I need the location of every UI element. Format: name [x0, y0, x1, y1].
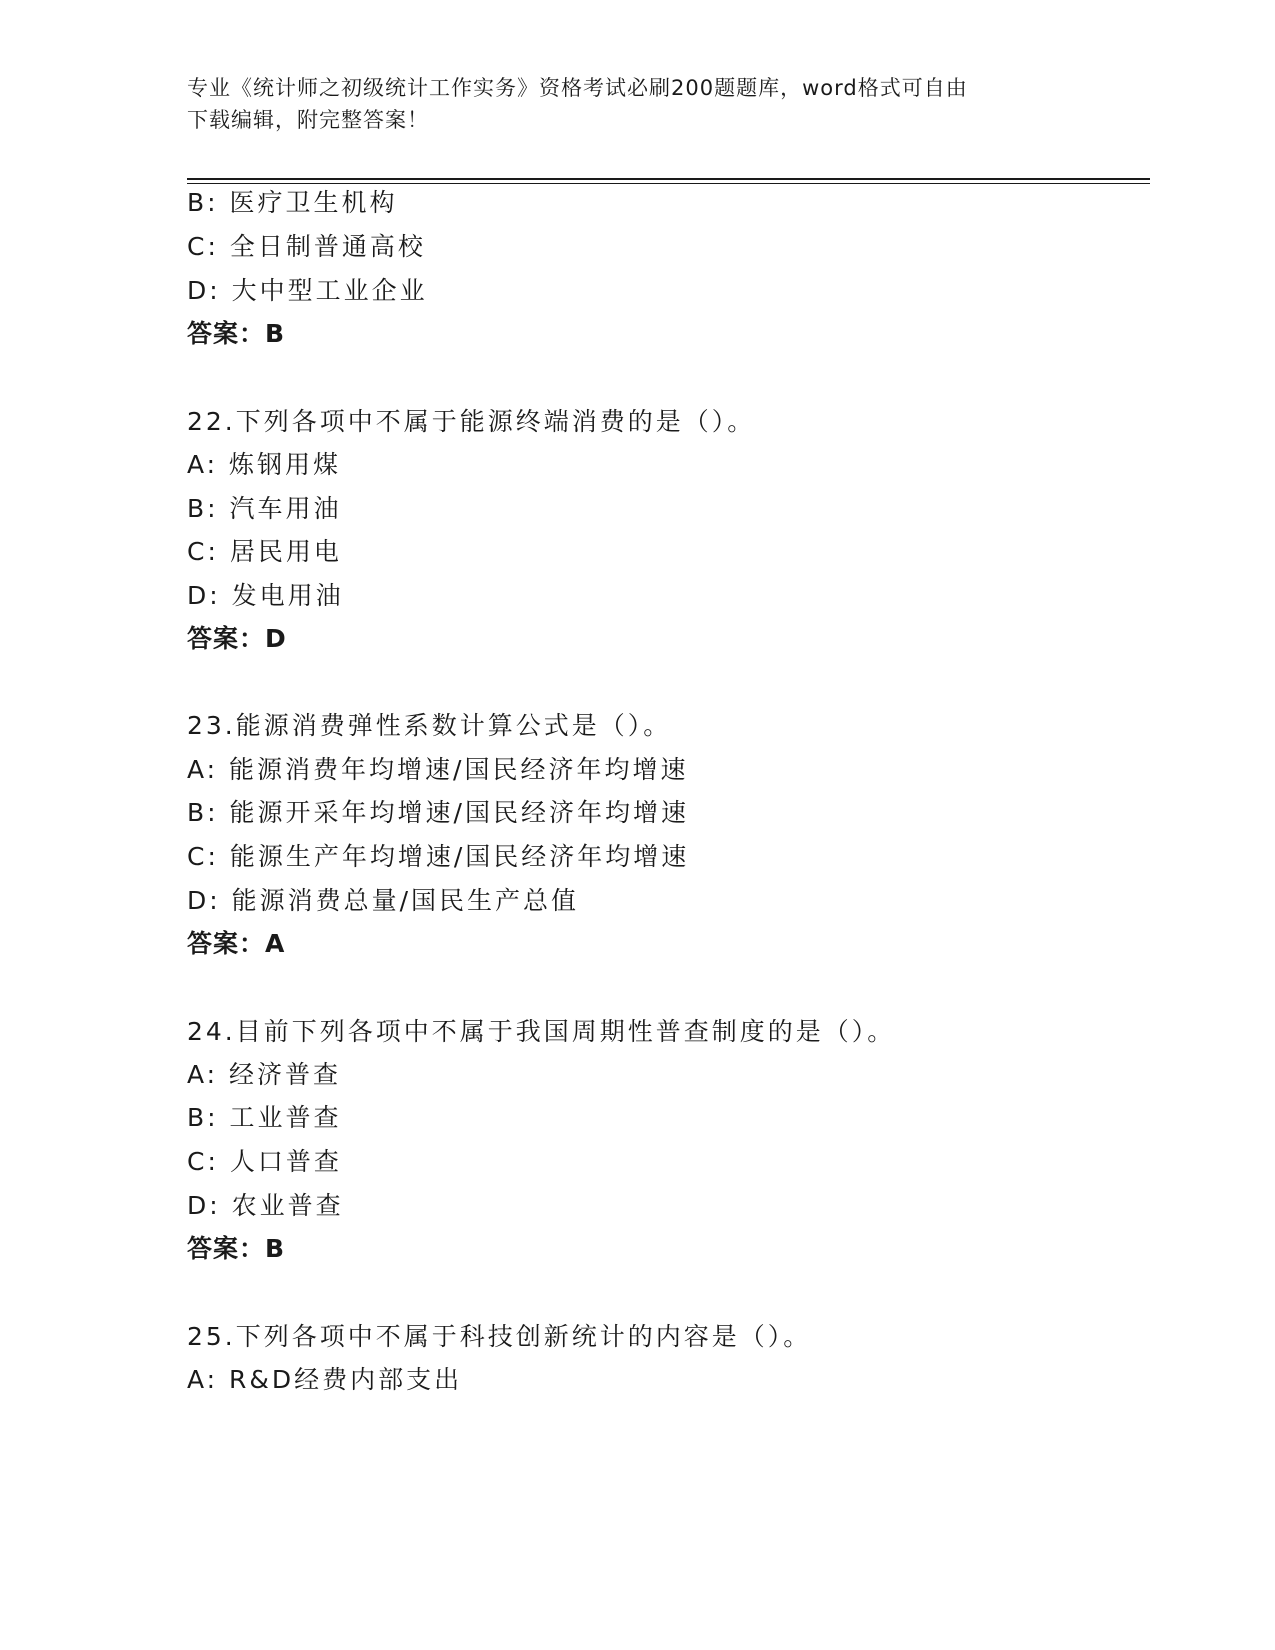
option-c: C: 居民用电: [187, 537, 342, 566]
header-divider-top: [187, 178, 1150, 180]
option-a: A: 炼钢用煤: [187, 450, 342, 479]
question-stem: 22.下列各项中不属于能源终端消费的是（）。: [187, 407, 756, 436]
header-line-1: 专业《统计师之初级统计工作实务》资格考试必刷200题题库，word格式可自由: [187, 76, 968, 100]
option-c: C: 人口普查: [187, 1147, 342, 1176]
option-a: A: R&D经费内部支出: [187, 1365, 463, 1394]
answer-line: 答案：A: [187, 929, 286, 958]
option-b: B: 工业普查: [187, 1103, 342, 1132]
answer-line: 答案：B: [187, 1234, 286, 1263]
option-d: D: 能源消费总量/国民生产总值: [187, 886, 580, 915]
option-c: C: 能源生产年均增速/国民经济年均增速: [187, 842, 690, 871]
option-b: B: 汽车用油: [187, 494, 342, 523]
question-stem: 24.目前下列各项中不属于我国周期性普查制度的是（）。: [187, 1017, 896, 1046]
option-b: B: 医疗卫生机构: [187, 188, 398, 217]
question-stem: 25.下列各项中不属于科技创新统计的内容是（）。: [187, 1322, 812, 1351]
option-a: A: 能源消费年均增速/国民经济年均增速: [187, 755, 689, 784]
option-c: C: 全日制普通高校: [187, 232, 426, 261]
option-d: D: 农业普查: [187, 1191, 344, 1220]
option-d: D: 大中型工业企业: [187, 276, 428, 305]
option-b: B: 能源开采年均增速/国民经济年均增速: [187, 798, 689, 827]
question-stem: 23.能源消费弹性系数计算公式是（）。: [187, 711, 672, 740]
option-a: A: 经济普查: [187, 1060, 342, 1089]
answer-line: 答案：D: [187, 624, 287, 653]
answer-line: 答案：B: [187, 319, 286, 348]
document-header: [187, 72, 1087, 136]
option-d: D: 发电用油: [187, 581, 344, 610]
header-line-2: 下载编辑，附完整答案！: [187, 108, 429, 132]
header-divider-bottom: [187, 183, 1150, 184]
